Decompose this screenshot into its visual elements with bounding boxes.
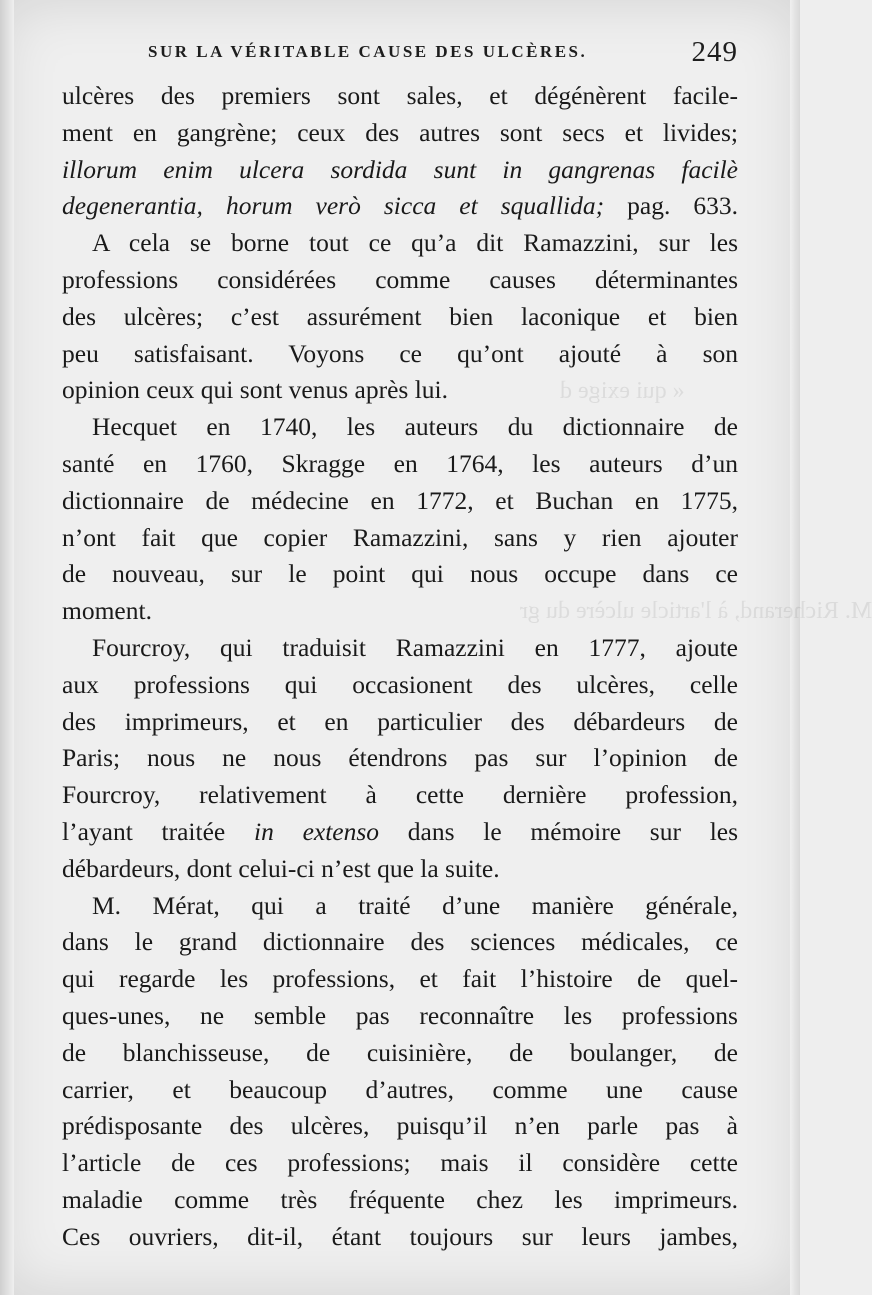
page-header	[148, 36, 738, 76]
text-line: santé en 1760, Skragge en 1764, les auteurs d’un	[62, 448, 738, 478]
paragraph-start-line: Hecquet en 1740, les auteurs du dictionnaire de	[92, 412, 738, 442]
paragraph-start-line: M. Mérat, qui a traité d’une manière générale,	[92, 890, 738, 920]
bleed-through-text: M. Richerand, à l'article ulcère du gr	[520, 598, 872, 624]
text-line: de nouveau, sur le point qui nous occupe dans ce	[62, 559, 738, 589]
text-line: Fourcroy, relativement à cette dernière profession,	[62, 780, 738, 810]
paragraph-end-line: opinion ceux qui sont venus après lui.	[62, 375, 448, 405]
text-line: qui regarde les professions, et fait l’histoire de quel-	[62, 964, 738, 994]
text-line: professions considérées comme causes déterminantes	[62, 264, 738, 294]
paragraph-end-line: moment.	[62, 596, 152, 626]
paragraph-start-line: Fourcroy, qui traduisit Ramazzini en 1777, ajoute	[92, 632, 738, 662]
text-line: Paris; nous ne nous étendrons pas sur l’opinion de	[62, 743, 738, 773]
text-line: prédisposante des ulcères, puisqu’il n’en parle pas à	[62, 1111, 738, 1141]
paragraph-start-line: A cela se borne tout ce qu’a dit Ramazzini, sur les	[92, 228, 738, 258]
text-line	[62, 188, 738, 225]
latin-quote-fragment: degenerantia, horum verò sicca et squallida;	[62, 191, 605, 221]
page-reference: pag. 633.	[627, 191, 739, 221]
text-line: carrier, et beaucoup d’autres, comme une cause	[62, 1074, 738, 1104]
text-line: l’article de ces professions; mais il considère cette	[62, 1148, 738, 1178]
text-line	[62, 814, 738, 851]
text-fragment: l’ayant traitée	[62, 816, 226, 846]
latin-quote-line: illorum enim ulcera sordida sunt in gangrenas facilè	[62, 154, 738, 184]
text-line: n’ont fait que copier Ramazzini, sans y rien ajouter	[62, 522, 738, 552]
running-title: SUR LA VÉRITABLE CAUSE DES ULCÈRES.	[148, 42, 588, 61]
bleed-through-text: « qui exige d	[560, 378, 685, 404]
text-line: peu satisfaisant. Voyons ce qu’ont ajouté à son	[62, 338, 738, 368]
text-line: ques-unes, ne semble pas reconnaître les professions	[62, 1000, 738, 1030]
text-line: de blanchisseuse, de cuisinière, de boulanger, de	[62, 1037, 738, 1067]
text-line: Ces ouvriers, dit-il, étant toujours sur leurs jambes,	[62, 1221, 738, 1251]
text-line: aux professions qui occasionent des ulcères, celle	[62, 669, 738, 699]
text-fragment: dans le mémoire sur les	[407, 816, 739, 846]
text-line: dictionnaire de médecine en 1772, et Buchan en 1775,	[62, 485, 738, 515]
text-line: des ulcères; c’est assurément bien laconique et bien	[62, 301, 738, 331]
italic-phrase: in extenso	[254, 816, 380, 846]
text-line: ment en gangrène; ceux des autres sont secs et livides;	[62, 117, 738, 147]
text-line: ulcères des premiers sont sales, et dégénèrent facile-	[62, 81, 738, 110]
page-left-edge-shadow	[0, 0, 14, 1295]
text-line: dans le grand dictionnaire des sciences médicales, ce	[62, 927, 738, 957]
text-line: maladie comme très fréquente chez les imprimeurs.	[62, 1184, 738, 1214]
paragraph-end-line: débardeurs, dont celui-ci n’est que la suite.	[62, 853, 500, 883]
text-line: des imprimeurs, et en particulier des débardeurs de	[62, 706, 738, 736]
page-right-edge-shadow	[790, 0, 800, 1295]
page-number: 249	[691, 36, 738, 68]
body-text	[62, 78, 738, 1256]
